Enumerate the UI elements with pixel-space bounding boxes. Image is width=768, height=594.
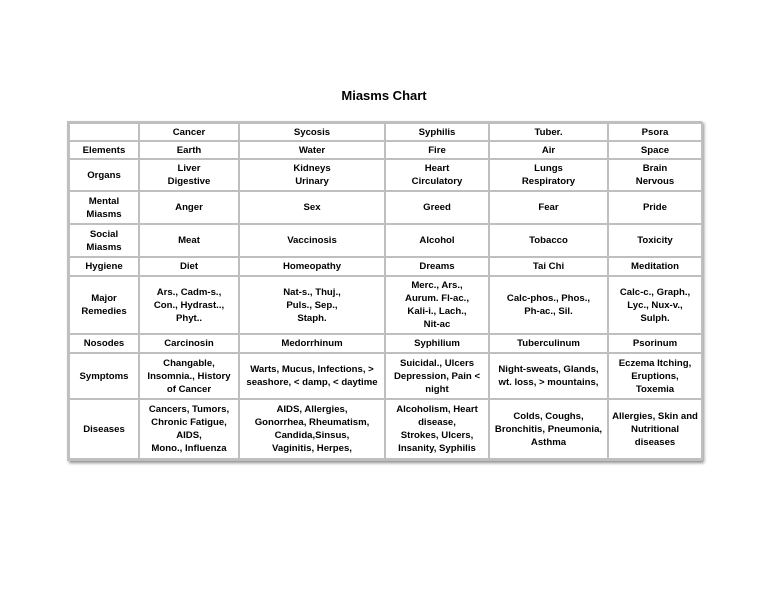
table-cell: Ars., Cadm-s., Con., Hydrast.., Phyt..: [140, 277, 238, 333]
column-header-sycosis: Sycosis: [240, 124, 384, 140]
table-cell: Homeopathy: [240, 258, 384, 275]
table-cell: Fire: [386, 142, 488, 158]
table-row-elements: [70, 142, 701, 158]
table-cell: Dreams: [386, 258, 488, 275]
row-label-symptoms: Symptoms: [70, 354, 138, 398]
table-row-social-miasms: [70, 225, 701, 256]
table-cell: Kidneys Urinary: [240, 160, 384, 190]
table-cell: Carcinosin: [140, 335, 238, 352]
table-cell: Toxicity: [609, 225, 701, 256]
table-cell: Water: [240, 142, 384, 158]
table-cell: Eczema Itching, Eruptions, Toxemia: [609, 354, 701, 398]
row-label-hygiene: Hygiene: [70, 258, 138, 275]
table-cell: Space: [609, 142, 701, 158]
table-cell: Tai Chi: [490, 258, 607, 275]
header-row: [70, 124, 701, 140]
table-cell: Night-sweats, Glands, wt. loss, > mountains,: [490, 354, 607, 398]
table-cell: Calc-c., Graph., Lyc., Nux-v., Sulph.: [609, 277, 701, 333]
table-cell: Vaccinosis: [240, 225, 384, 256]
miasms-table-container: [67, 121, 702, 461]
row-label-nosodes: Nosodes: [70, 335, 138, 352]
table-cell: Anger: [140, 192, 238, 223]
table-cell: Medorrhinum: [240, 335, 384, 352]
table-row-major-remedies: [70, 277, 701, 333]
table-cell: Brain Nervous: [609, 160, 701, 190]
table-cell: Calc-phos., Phos., Ph-ac., Sil.: [490, 277, 607, 333]
chart-title: Miasms Chart: [341, 88, 427, 103]
table-cell: Syphilium: [386, 335, 488, 352]
table-cell: Allergies, Skin and Nutritional diseases: [609, 400, 701, 458]
table-cell: Tobacco: [490, 225, 607, 256]
table-row-hygiene: [70, 258, 701, 275]
table-row-diseases: [70, 400, 701, 458]
table-cell: Fear: [490, 192, 607, 223]
table-cell: Warts, Mucus, Infections, > seashore, < damp, < daytime: [240, 354, 384, 398]
row-label-elements: Elements: [70, 142, 138, 158]
column-header-cancer: Cancer: [140, 124, 238, 140]
table-row-mental-miasms: [70, 192, 701, 223]
table-cell: Colds, Coughs, Bronchitis, Pneumonia, Asthma: [490, 400, 607, 458]
row-label-mental-miasms: Mental Miasms: [70, 192, 138, 223]
row-label-organs: Organs: [70, 160, 138, 190]
table-cell: Merc., Ars., Aurum. Fl-ac., Kali-i., Lach., Nit-ac: [386, 277, 488, 333]
table-cell: Meditation: [609, 258, 701, 275]
table-cell: Cancers, Tumors, Chronic Fatigue, AIDS, Mono., Influenza: [140, 400, 238, 458]
row-label-major-remedies: Major Remedies: [70, 277, 138, 333]
miasms-table: [68, 122, 703, 460]
table-cell: Changable, Insomnia., History of Cancer: [140, 354, 238, 398]
table-cell: Heart Circulatory: [386, 160, 488, 190]
table-cell: Liver Digestive: [140, 160, 238, 190]
table-cell: Pride: [609, 192, 701, 223]
table-cell: Alcoholism, Heart disease, Strokes, Ulcers, Insanity, Syphilis: [386, 400, 488, 458]
row-label-social-miasms: Social Miasms: [70, 225, 138, 256]
table-cell: Suicidal., Ulcers Depression, Pain < night: [386, 354, 488, 398]
table-cell: Nat-s., Thuj., Puls., Sep., Staph.: [240, 277, 384, 333]
corner-cell: [70, 124, 138, 140]
table-row-organs: [70, 160, 701, 190]
table-cell: Sex: [240, 192, 384, 223]
table-cell: Tuberculinum: [490, 335, 607, 352]
table-cell: Air: [490, 142, 607, 158]
column-header-tuber: Tuber.: [490, 124, 607, 140]
table-cell: Alcohol: [386, 225, 488, 256]
row-label-diseases: Diseases: [70, 400, 138, 458]
column-header-psora: Psora: [609, 124, 701, 140]
table-cell: Psorinum: [609, 335, 701, 352]
table-cell: Meat: [140, 225, 238, 256]
table-cell: Earth: [140, 142, 238, 158]
column-header-syphilis: Syphilis: [386, 124, 488, 140]
table-row-nosodes: [70, 335, 701, 352]
table-cell: Lungs Respiratory: [490, 160, 607, 190]
table-row-symptoms: [70, 354, 701, 398]
table-cell: Greed: [386, 192, 488, 223]
table-cell: AIDS, Allergies, Gonorrhea, Rheumatism, Candida,Sinsus, Vaginitis, Herpes,: [240, 400, 384, 458]
table-cell: Diet: [140, 258, 238, 275]
